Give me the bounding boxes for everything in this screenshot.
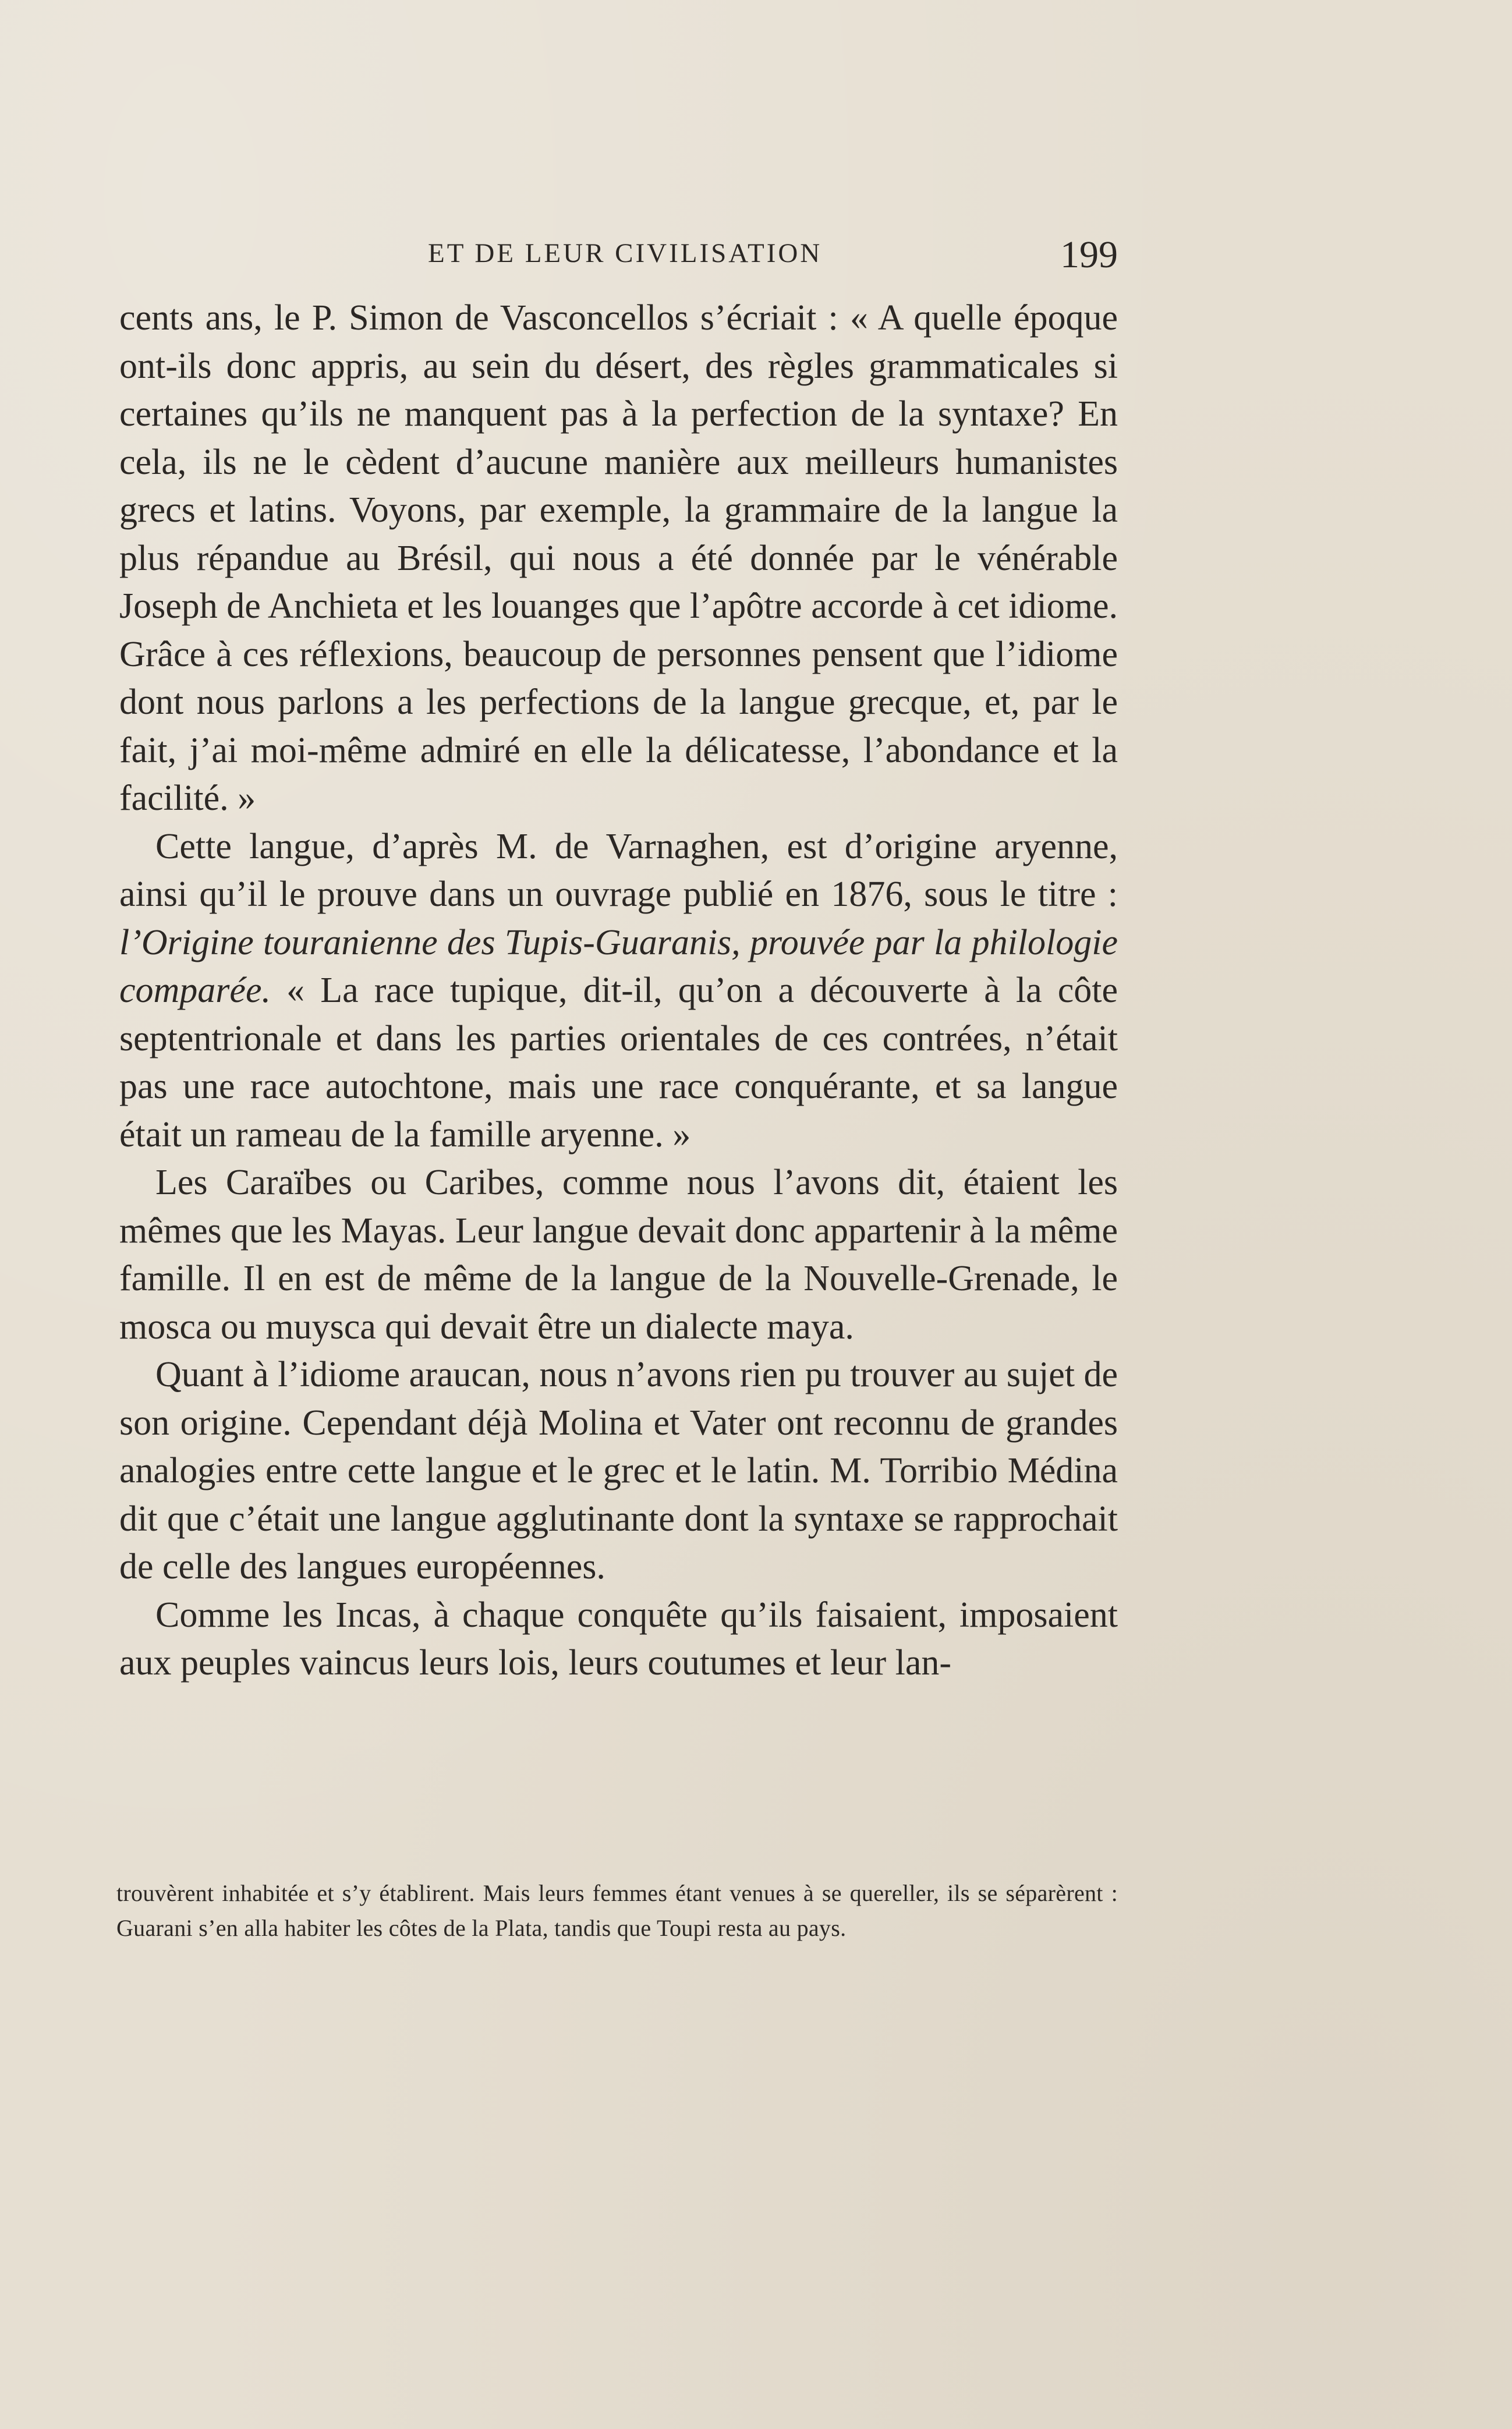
footnote: [116, 1876, 1118, 1946]
page-number: 199: [1060, 233, 1118, 276]
paragraph-2-intro: Cette langue, d’après M. de Varnaghen, est d’origine aryenne, ainsi qu’il le prouve dans un ouvrage publié en 1876, sous le titre :: [119, 826, 1118, 914]
paragraph-5: Comme les Incas, à chaque conquête qu’ils faisaient, imposaient aux peuples vaincus leurs lois, leurs coutumes et leur lan-: [119, 1595, 1118, 1683]
footnote-text: trouvèrent inhabitée et s’y établirent. Mais leurs femmes étant venues à se quereller, ils se séparèrent : Guarani s’en alla habiter les côtes de la Plata, tandis que Toupi resta au pays.: [116, 1880, 1118, 1941]
paragraph-1: cents ans, le P. Simon de Vasconcellos s’écriait : « A quelle époque ont-ils donc appris, au sein du désert, des règles grammaticales si certaines qu’ils ne manquent pas à la perfection de la syntaxe? En cela, ils ne le cèdent d’aucune manière aux meilleurs humanistes grecs et latins. Voyons, par exemple, la grammaire de la langue la plus répandue au Brésil, qui nous a été donnée par le vénérable Joseph de Anchieta et les louanges que l’apôtre accorde à cet idiome. Grâce à ces réflexions, beaucoup de personnes pensent que l’idiome dont nous parlons a les perfections de la langue grecque, et, par le fait, j’ai moi-même admiré en elle la délicatesse, l’abondance et la facilité. »: [119, 298, 1118, 818]
page-header: [119, 233, 1118, 274]
paragraph-2-quote: « La race tupique, dit-il, qu’on a découverte à la côte septentrionale et dans les parties orientales de ces contrées, n’était pas une race autochtone, mais une race conquérante, et sa langue était un rameau de la famille aryenne. »: [119, 971, 1118, 1155]
paragraph-4: Quant à l’idiome araucan, nous n’avons rien pu trouver au sujet de son origine. Cependant déjà Molina et Vater ont reconnu de grandes analogies entre cette langue et le grec et le latin. M. Torribio Médina dit que c’était une langue agglutinante dont la syntaxe se rapprochait de celle des langues européennes.: [119, 1355, 1118, 1587]
paragraph-3: Les Caraïbes ou Caribes, comme nous l’avons dit, étaient les mêmes que les Mayas. Leur langue devait donc appartenir à la même famille. Il en est de même de la langue de la Nouvelle-Grenade, le mosca ou muysca qui devait être un dialecte maya.: [119, 1163, 1118, 1347]
main-text: [119, 294, 1118, 1687]
running-head: ET DE LEUR CIVILISATION: [428, 238, 823, 268]
paragraph-2: [119, 823, 1118, 1159]
book-title: l’Origine touranienne des Tupis-Guaranis, prouvée par la philologie comparée.: [119, 922, 1118, 1010]
